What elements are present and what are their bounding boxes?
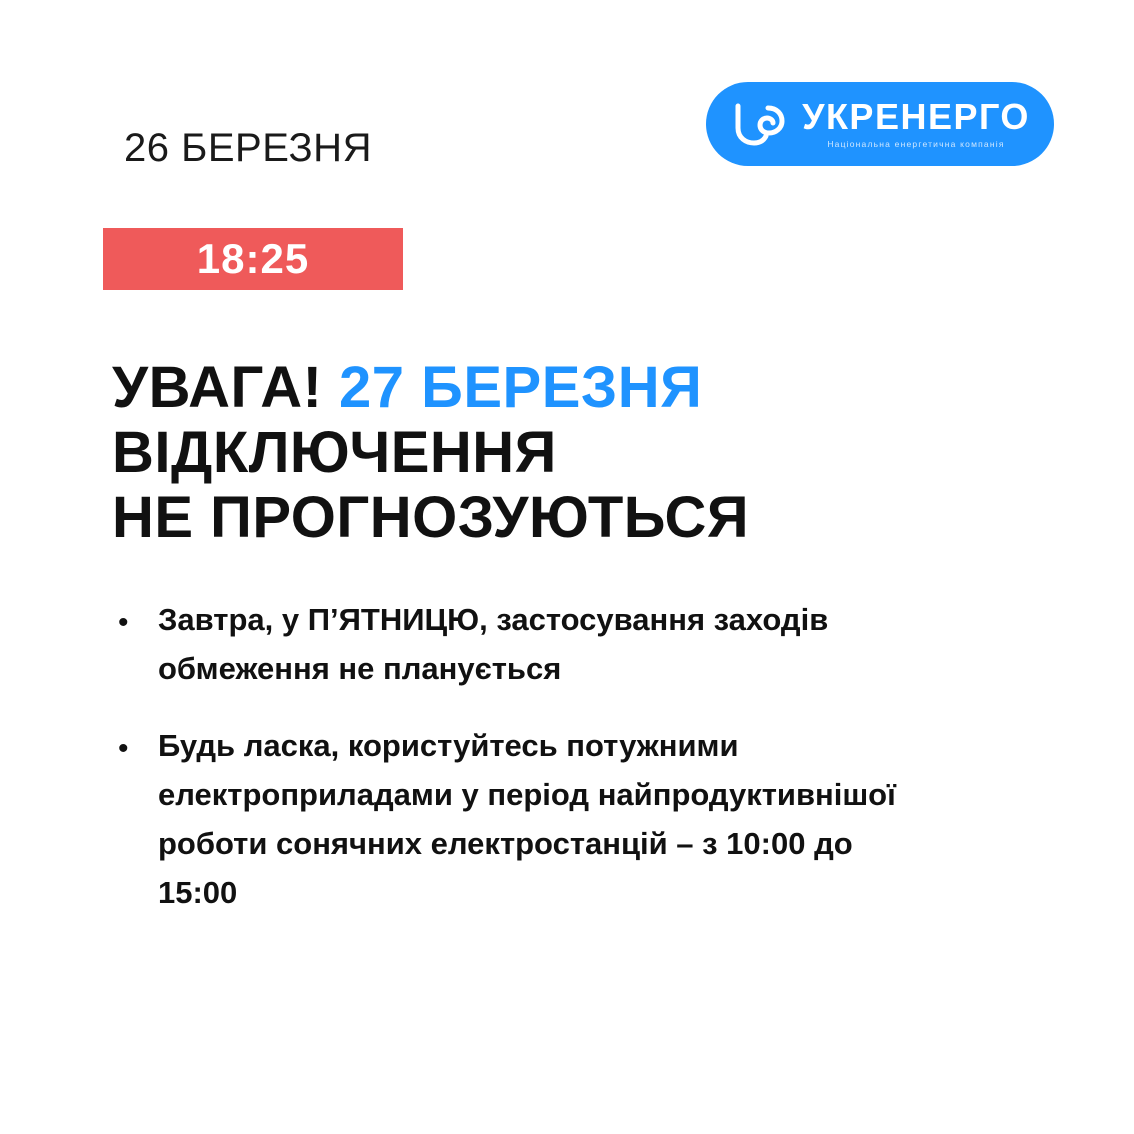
headline-line-1 (112, 356, 1052, 421)
time-badge (103, 228, 403, 290)
time-value: 18:25 (196, 235, 310, 282)
headline (112, 356, 1052, 551)
logo-text-block (802, 96, 1030, 150)
bullet-text: Завтра, у П’ЯТНИЦЮ, застосування заходів обмеження не планується (158, 602, 829, 686)
bullet-marker: • (118, 731, 129, 765)
list-item (112, 596, 1012, 694)
bullet-text: Будь ласка, користуйтесь потужними електроприладами у період найпродуктивнішої роботи сонячних електростанцій – з 10:00 до 15:00 (158, 727, 896, 910)
logo-name: УКРЕНЕРГО (802, 96, 1030, 138)
logo-subtitle: Національна енергетична компанія (827, 139, 1005, 150)
headline-date-accent: 27 БЕРЕЗНЯ (339, 355, 703, 420)
ukrenergo-logo-badge (706, 82, 1054, 166)
headline-attention: УВАГА! (112, 355, 323, 420)
bullet-marker: • (118, 606, 129, 639)
headline-line-3: НЕ ПРОГНОЗУЮТЬСЯ (112, 484, 750, 550)
list-item (112, 722, 1012, 918)
headline-line-2: ВІДКЛЮЧЕННЯ (112, 419, 557, 485)
bullet-list (112, 596, 1012, 946)
date-label: 26 БЕРЕЗНЯ (124, 126, 372, 170)
ukrenergo-logo-icon (730, 100, 786, 148)
